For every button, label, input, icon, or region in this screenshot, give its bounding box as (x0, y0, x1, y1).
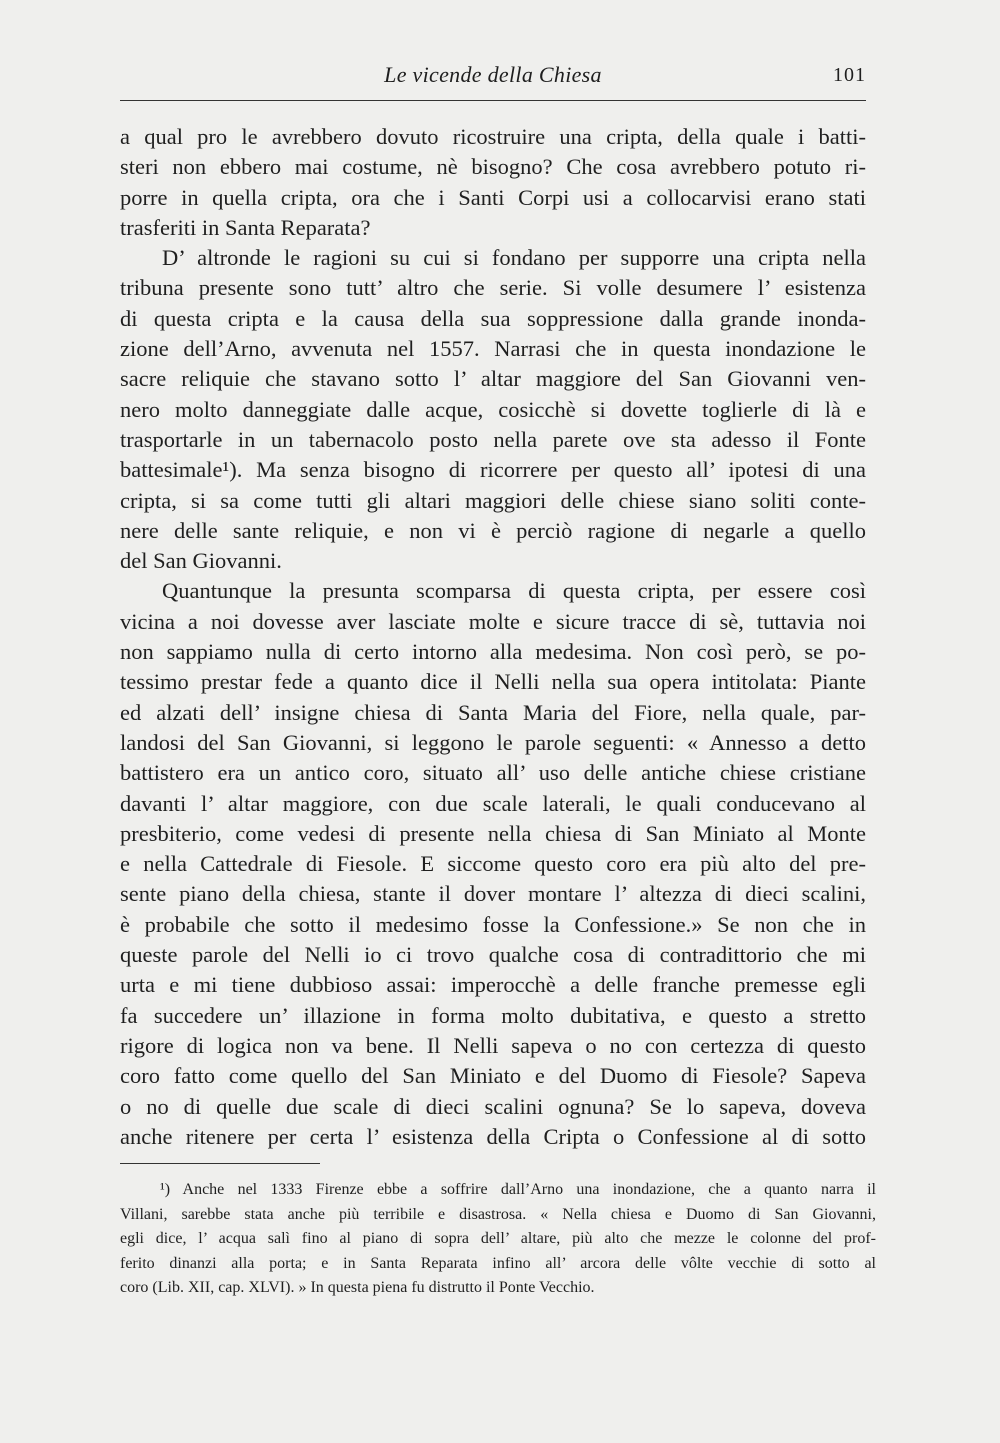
text-line: di questa cripta e la causa della sua soppressione dalla grande inonda- (120, 305, 866, 331)
text-line: tessimo prestar fede a quanto dice il Nelli nella sua opera intitolata: Piante (120, 669, 866, 695)
text-line: presbiterio, come vedesi di presente nella chiesa di San Miniato al Monte (120, 820, 866, 846)
text-line: battesimale¹). Ma senza bisogno di ricorrere per questo all’ ipotesi di una (120, 457, 866, 483)
text-line: e nella Cattedrale di Fiesole. E siccome questo coro era più alto del pre- (120, 851, 866, 877)
footnote-line: egli dice, l’ acqua salì fino al piano di sopra dell’ altare, più alto che mezze le colonne del prof- (120, 1230, 876, 1248)
text-line: steri non ebbero mai costume, nè bisogno? Che cosa avrebbero potuto ri- (120, 154, 866, 180)
text-line: davanti l’ altar maggiore, con due scale laterali, le quali conducevano al (120, 790, 866, 816)
footnote-line: coro (Lib. XII, cap. XLVI). » In questa piena fu distrutto il Ponte Vecchio. (120, 1279, 595, 1297)
text-line: a qual pro le avrebbero dovuto ricostruire una cripta, della quale i batti- (120, 124, 866, 149)
text-line: queste parole del Nelli io ci trovo qualche cosa di contradittorio che mi (120, 942, 866, 968)
header-rule (120, 100, 866, 101)
text-line: tribuna presente sono tutt’ altro che serie. Si volle desumere l’ esistenza (120, 275, 866, 301)
text-line: sente piano della chiesa, stante il dover montare l’ altezza di dieci scalini, (120, 881, 866, 907)
text-line: battistero era un antico coro, situato all’ uso delle antiche chiese cristiane (120, 760, 866, 786)
text-line: non sappiamo nulla di certo intorno alla medesima. Non così però, se po- (120, 639, 866, 665)
body-text (120, 122, 866, 1152)
text-line: trasferiti in Santa Reparata? (120, 214, 371, 240)
text-line: fa succedere un’ illazione in forma molto dubitativa, e questo a stretto (120, 1002, 866, 1028)
text-line: landosi del San Giovanni, si leggono le parole seguenti: « Annesso a detto (120, 729, 866, 755)
footnote-rule (120, 1163, 320, 1164)
text-line: o no di quelle due scale di dieci scalini ognuna? Se lo sapeva, doveva (120, 1093, 866, 1119)
running-head (120, 58, 866, 98)
text-line: porre in quella cripta, ora che i Santi Corpi usi a collocarvisi erano stati (120, 184, 866, 210)
text-line: cripta, si sa come tutti gli altari maggiori delle chiese siano soliti conte- (120, 487, 866, 513)
text-line: nere delle sante reliquie, e non vi è perciò ragione di negarle a quello (120, 517, 866, 543)
running-title: Le vicende della Chiesa (384, 62, 602, 87)
text-line: urta e mi tiene dubbioso assai: imperocchè a delle franche premesse egli (120, 972, 866, 998)
text-line: ed alzati dell’ insigne chiesa di Santa Maria del Fiore, nella quale, par- (120, 699, 866, 725)
text-line: nero molto danneggiate dalle acque, cosicchè si dovette toglierle di là e (120, 396, 866, 422)
text-line: del San Giovanni. (120, 548, 282, 574)
footnote-line: ¹) Anche nel 1333 Firenze ebbe a soffrire dall’Arno una inondazione, che a quanto narra il (160, 1181, 876, 1198)
text-line: zione dell’Arno, avvenuta nel 1557. Narrasi che in questa inondazione le (120, 336, 866, 362)
text-line: D’ altronde le ragioni su cui si fondano per supporre una cripta nella (162, 245, 866, 271)
text-line: Quantunque la presunta scomparsa di questa cripta, per essere così (162, 578, 866, 604)
footnote-line: ferito dinanzi alla porta; e in Santa Reparata infino all’ arcora delle vôlte vecchie di sotto al (120, 1254, 876, 1272)
footnote-line: Villani, sarebbe stata anche più terribile e disastrosa. « Nella chiesa e Duomo di San Giovanni, (120, 1205, 876, 1223)
text-line: anche ritenere per certa l’ esistenza della Cripta o Confessione al di sotto (120, 1123, 866, 1149)
text-line: coro fatto come quello del San Miniato e del Duomo di Fiesole? Sapeva (120, 1063, 866, 1089)
text-line: sacre reliquie che stavano sotto l’ altar maggiore del San Giovanni ven- (120, 366, 866, 392)
page-number: 101 (833, 64, 866, 86)
text-line: è probabile che sotto il medesimo fosse la Confessione.» Se non che in (120, 911, 866, 937)
text-line: trasportarle in un tabernacolo posto nella parete ove sta adesso il Fonte (120, 426, 866, 452)
text-line: rigore di logica non va bene. Il Nelli sapeva o no con certezza di questo (120, 1032, 866, 1058)
text-line: vicina a noi dovesse aver lasciate molte e sicure tracce di sè, tuttavia noi (120, 608, 866, 634)
footnote (120, 1178, 876, 1301)
